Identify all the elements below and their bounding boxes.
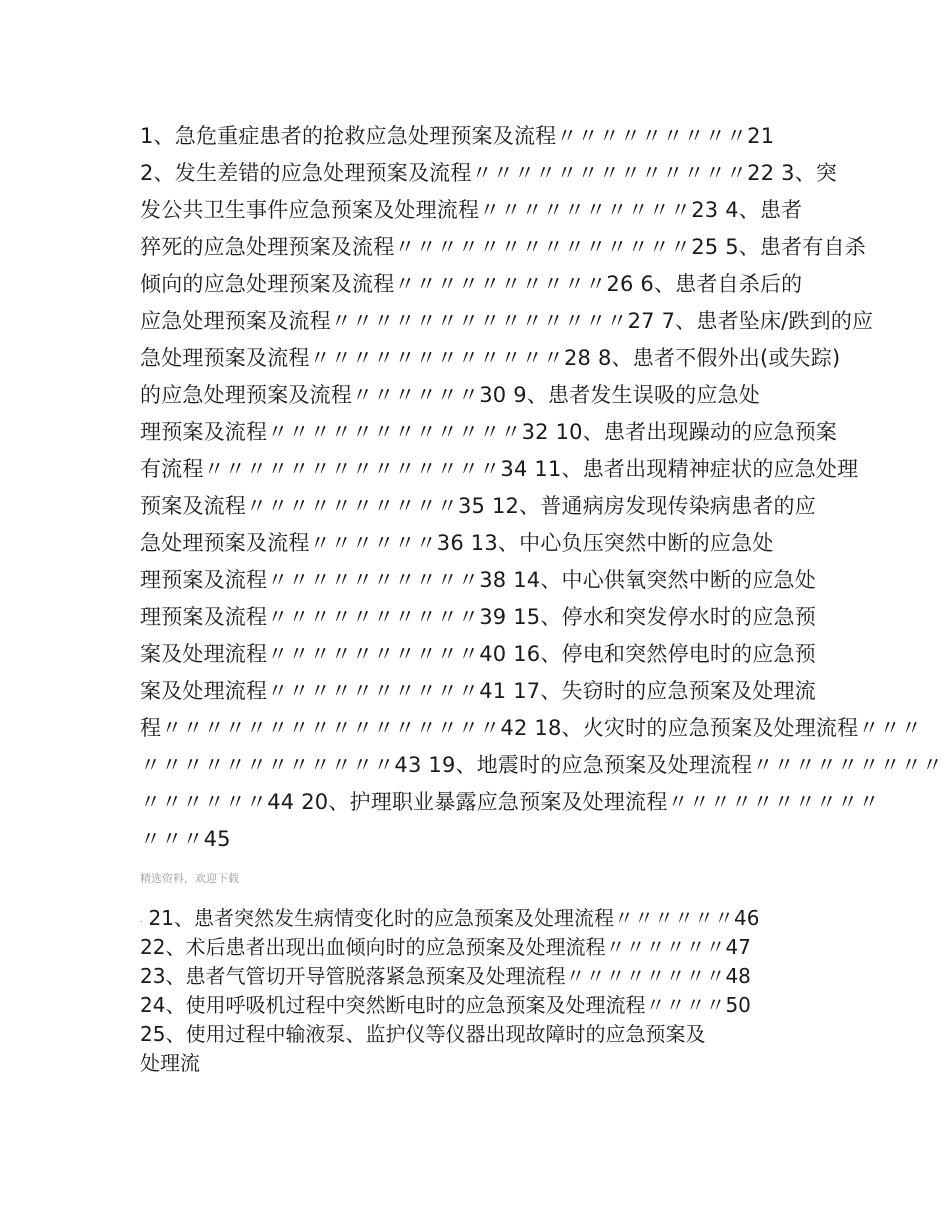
toc-line: 〃〃〃〃〃〃44 20、护理职业暴露应急预案及处理流程〃〃〃〃〃〃〃〃〃〃 (140, 790, 880, 814)
toc-line: 1、急危重症患者的抢救应急处理预案及流程〃〃〃〃〃〃〃〃〃21 (140, 124, 775, 148)
toc-line: 倾向的应急处理预案及流程〃〃〃〃〃〃〃〃〃〃26 6、患者自杀后的 (140, 272, 803, 296)
toc-line: 发公共卫生事件应急预案及处理流程〃〃〃〃〃〃〃〃〃〃23 4、患者 (140, 198, 803, 222)
toc-line: 〃〃〃〃〃〃〃〃〃〃〃〃43 19、地震时的应急预案及处理流程〃〃〃〃〃〃〃〃〃 (140, 753, 944, 777)
toc-line (140, 904, 830, 933)
toc-line: 理预案及流程〃〃〃〃〃〃〃〃〃〃39 15、停水和突发停水时的应急预 (140, 605, 816, 629)
toc-line: 急处理预案及流程〃〃〃〃〃〃36 13、中心负压突然中断的应急处 (140, 531, 774, 555)
toc-line: 25、使用过程中输液泵、监护仪等仪器出现故障时的应急预案及 (140, 1022, 706, 1046)
toc-line: 理预案及流程〃〃〃〃〃〃〃〃〃〃38 14、中心供氧突然中断的应急处 (140, 568, 816, 592)
toc-line: 案及处理流程〃〃〃〃〃〃〃〃〃〃41 17、失窃时的应急预案及处理流 (140, 679, 816, 703)
toc-line: 猝死的应急处理预案及流程〃〃〃〃〃〃〃〃〃〃〃〃〃〃25 5、患者有自杀 (140, 235, 866, 259)
watermark-text: 精选资料，欢迎下载 (140, 872, 239, 885)
toc-line: 案及处理流程〃〃〃〃〃〃〃〃〃〃40 16、停电和突然停电时的应急预 (140, 642, 816, 666)
toc-part-2 (140, 904, 830, 1078)
toc-line: 24、使用呼吸机过程中突然断电时的应急预案及处理流程〃〃〃〃50 (140, 993, 751, 1017)
toc-line: 应急处理预案及流程〃〃〃〃〃〃〃〃〃〃〃〃〃〃27 7、患者坠床/跌到的应 (140, 309, 874, 333)
toc-line: 23、患者气管切开导管脱落紧急预案及处理流程〃〃〃〃〃〃〃〃48 (140, 964, 751, 988)
toc-line: 急处理预案及流程〃〃〃〃〃〃〃〃〃〃〃〃28 8、患者不假外出(或失踪) (140, 346, 841, 370)
toc-line-text: 21、患者突然发生病情变化时的应急预案及处理流程〃〃〃〃〃〃46 (148, 906, 760, 930)
toc-line: 理预案及流程〃〃〃〃〃〃〃〃〃〃〃〃32 10、患者出现躁动的应急预案 (140, 420, 838, 444)
toc-line: 〃〃〃45 (140, 827, 231, 851)
toc-line: 程〃〃〃〃〃〃〃〃〃〃〃〃〃〃〃〃42 18、火灾时的应急预案及处理流程〃〃〃 (140, 716, 922, 740)
toc-line: 处理流 (140, 1051, 200, 1075)
lead-dot: . (140, 915, 143, 924)
toc-line: 2、发生差错的应急处理预案及流程〃〃〃〃〃〃〃〃〃〃〃〃〃22 3、突 (140, 161, 838, 185)
toc-line: 预案及流程〃〃〃〃〃〃〃〃〃〃35 12、普通病房发现传染病患者的应 (140, 494, 816, 518)
toc-line: 的应急处理预案及流程〃〃〃〃〃〃30 9、患者发生误吸的应急处 (140, 383, 760, 407)
toc-line: 22、术后患者出现出血倾向时的应急预案及处理流程〃〃〃〃〃〃47 (140, 935, 751, 959)
toc-part-1 (140, 118, 944, 858)
toc-line: 有流程〃〃〃〃〃〃〃〃〃〃〃〃〃〃34 11、患者出现精神症状的应急处理 (140, 457, 859, 481)
